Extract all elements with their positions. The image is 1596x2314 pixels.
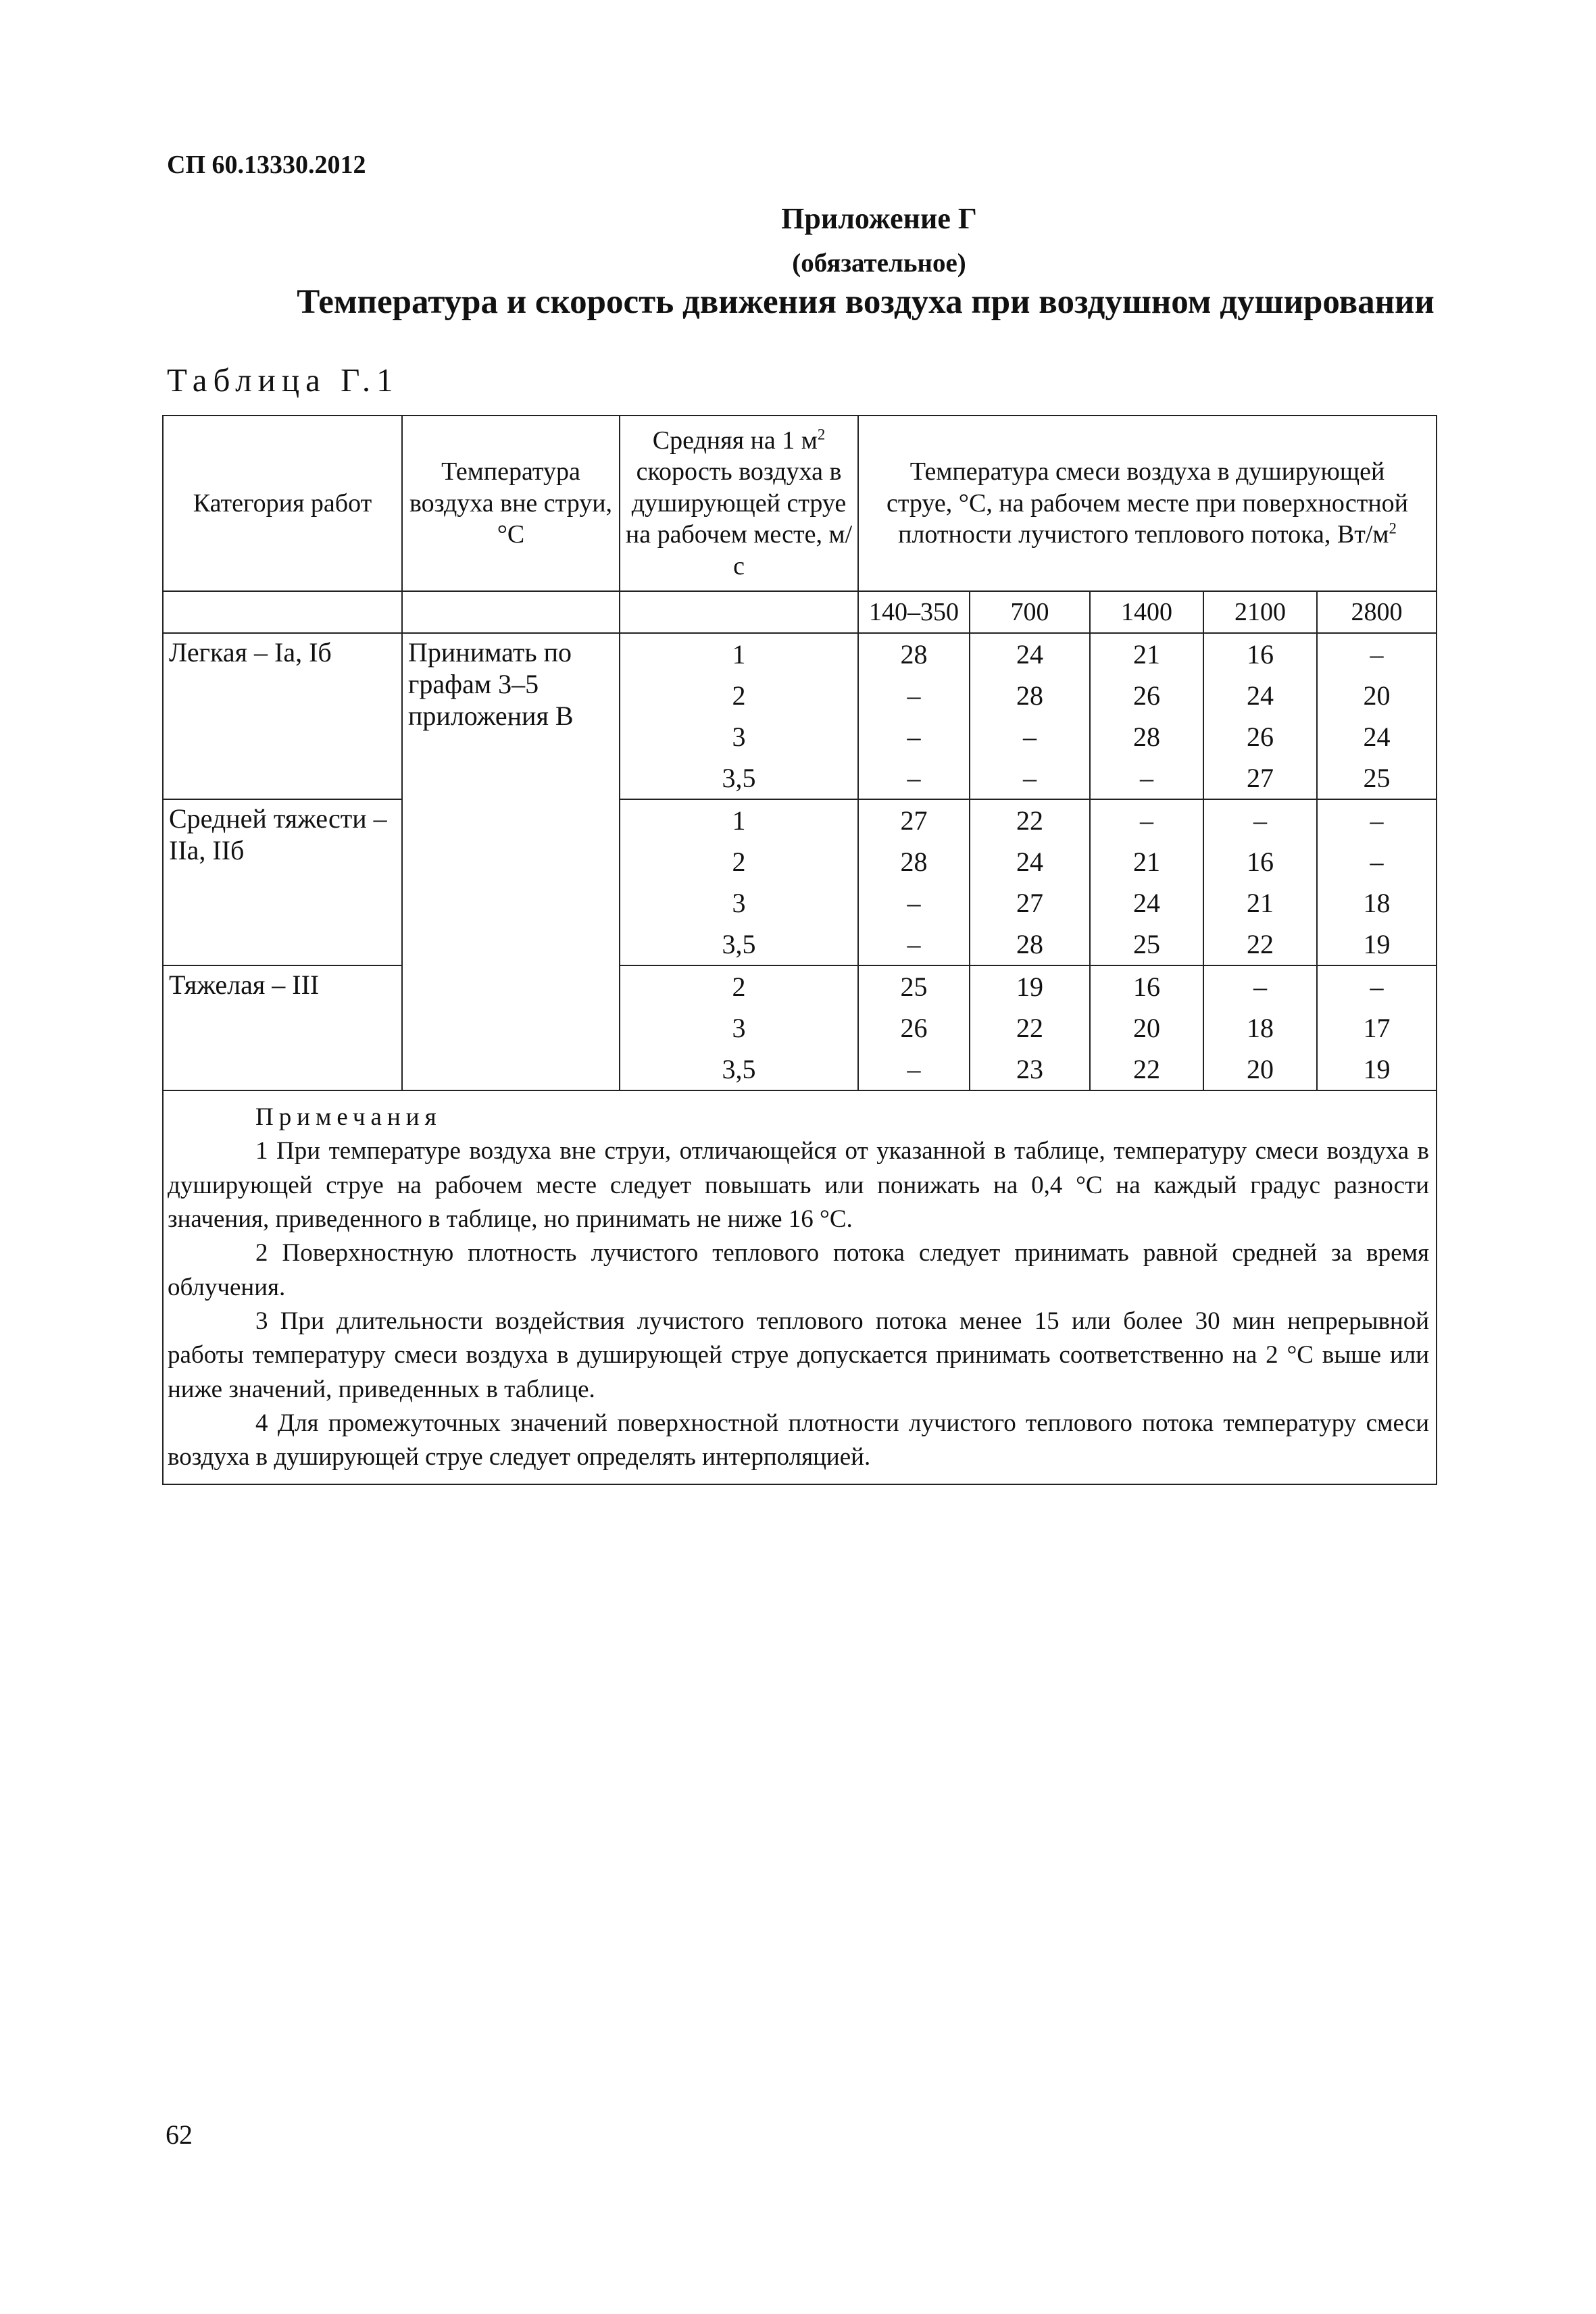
temp-value: 19 — [1363, 929, 1391, 959]
temp-value: 25 — [900, 972, 928, 1002]
note-item: 3 При длительности воздействия лучистого теплового потока менее 15 или более 30 мин непрерывной работы температуру смеси воздуха в душирующей струе допускается принимать соответственно на 2 °С выше или ниже значений, приведенных в таблице. — [168, 1307, 1430, 1403]
temp-value: 20 — [1247, 1054, 1274, 1084]
temp-cell — [1090, 799, 1203, 965]
notes-block — [163, 1090, 1437, 1484]
speed-value: 1 — [732, 805, 746, 836]
flux-col-header: 2800 — [1317, 591, 1437, 633]
air-temp-cell: Принимать по графам 3–5 приложения В — [402, 633, 620, 1090]
table-body — [163, 633, 1437, 1090]
temp-value: 18 — [1363, 888, 1391, 918]
temp-value: 28 — [1133, 722, 1160, 752]
temp-value: 20 — [1363, 680, 1391, 711]
category-cell: Средней тяжести – IIа, IIб — [163, 799, 402, 965]
speed-value: 2 — [732, 680, 746, 711]
subheader-empty — [402, 591, 620, 633]
temp-cell — [858, 633, 970, 799]
speed-value: 3,5 — [722, 929, 756, 959]
table-group-row — [163, 633, 1437, 799]
temp-cell — [1203, 965, 1317, 1090]
appendix-status: (обязательное) — [792, 249, 966, 278]
temp-cell — [1317, 633, 1437, 799]
speed-value: 3,5 — [722, 763, 756, 793]
header-mix-sup: 2 — [1389, 520, 1397, 537]
temp-value: 16 — [1247, 847, 1274, 877]
temp-value: – — [907, 722, 921, 752]
temp-value: – — [1023, 722, 1037, 752]
temp-value: 26 — [900, 1013, 928, 1043]
note-item: 4 Для промежуточных значений поверхностной плотности лучистого теплового потока температуру смеси воздуха в душирующей струе следует определять интерполяцией. — [168, 1409, 1430, 1472]
temp-cell — [1317, 799, 1437, 965]
category-cell: Легкая – Ia, Iб — [163, 633, 402, 799]
temp-cell — [1317, 965, 1437, 1090]
main-title: Температура и скорость движения воздуха при воздушном душировании — [297, 283, 1435, 321]
temp-value: 21 — [1133, 639, 1160, 670]
header-speed — [620, 416, 858, 591]
table-group-row — [163, 799, 1437, 965]
flux-col-header: 700 — [970, 591, 1090, 633]
temp-value: – — [1370, 847, 1384, 877]
header-speed-text-a: Средняя на 1 м — [652, 426, 818, 455]
speed-cell — [620, 965, 858, 1090]
header-row — [163, 416, 1437, 591]
notes-row — [163, 1090, 1437, 1484]
temp-value: – — [907, 929, 921, 959]
temp-value: 20 — [1133, 1013, 1160, 1043]
temp-value: 24 — [1363, 722, 1391, 752]
subheader-empty — [620, 591, 858, 633]
temp-value: – — [1253, 805, 1267, 836]
table-group-row — [163, 965, 1437, 1090]
temp-value: – — [907, 680, 921, 711]
temp-value: 28 — [1016, 680, 1043, 711]
subheader-empty — [163, 591, 402, 633]
header-speed-sup: 2 — [817, 426, 826, 443]
temp-value: 28 — [900, 847, 928, 877]
temp-value: 18 — [1247, 1013, 1274, 1043]
header-speed-text-b: скорость воздуха в душирующей струе на рабочем месте, м/с — [625, 457, 853, 580]
temp-value: – — [1140, 763, 1153, 793]
temp-cell — [1090, 633, 1203, 799]
page-number: 62 — [166, 2119, 193, 2150]
notes-heading: Примечания — [255, 1103, 442, 1131]
temp-value: 22 — [1016, 805, 1043, 836]
speed-cell — [620, 799, 858, 965]
speed-value: 2 — [732, 972, 746, 1002]
temp-value: 24 — [1016, 639, 1043, 670]
temp-value: – — [1253, 972, 1267, 1002]
temp-value: 28 — [1016, 929, 1043, 959]
speed-value: 3 — [732, 888, 746, 918]
note-item: 1 При температуре воздуха вне струи, отличающейся от указанной в таблице, температуру смеси воздуха в душирующей струе на рабочем месте следует повышать или понижать на 0,4 °С на каждый градус разности значения, приведенного в таблице, но принимать не ниже 16 °С. — [168, 1137, 1430, 1233]
temp-value: – — [1370, 805, 1384, 836]
temp-value: 17 — [1363, 1013, 1391, 1043]
temp-value: – — [1370, 639, 1384, 670]
category-cell: Тяжелая – III — [163, 965, 402, 1090]
temp-value: 22 — [1247, 929, 1274, 959]
speed-value: 1 — [732, 639, 746, 670]
temp-cell — [1203, 633, 1317, 799]
temp-value: 27 — [1247, 763, 1274, 793]
note-item: 2 Поверхностную плотность лучистого теплового потока следует принимать равной средней за время облучения. — [168, 1239, 1430, 1301]
temp-value: 28 — [900, 639, 928, 670]
subheader-row — [163, 591, 1437, 633]
temp-value: 25 — [1133, 929, 1160, 959]
temp-cell — [1090, 965, 1203, 1090]
temp-cell — [858, 799, 970, 965]
temp-value: 16 — [1247, 639, 1274, 670]
temp-value: – — [1370, 972, 1384, 1002]
temp-value: 21 — [1133, 847, 1160, 877]
speed-value: 2 — [732, 847, 746, 877]
table-label: Таблица Г.1 — [167, 361, 399, 399]
temp-cell — [970, 799, 1090, 965]
temp-value: – — [1140, 805, 1153, 836]
temp-value: – — [907, 763, 921, 793]
temp-value: – — [1023, 763, 1037, 793]
temp-value: 21 — [1247, 888, 1274, 918]
temp-value: 24 — [1016, 847, 1043, 877]
temp-cell — [970, 965, 1090, 1090]
temp-cell — [1203, 799, 1317, 965]
temp-value: 19 — [1363, 1054, 1391, 1084]
speed-value: 3 — [732, 722, 746, 752]
flux-col-header: 140–350 — [858, 591, 970, 633]
appendix-title: Приложение Г — [781, 202, 977, 235]
temp-value: 24 — [1247, 680, 1274, 711]
temp-value: 23 — [1016, 1054, 1043, 1084]
temp-value: 22 — [1133, 1054, 1160, 1084]
flux-col-header: 2100 — [1203, 591, 1317, 633]
temp-value: – — [907, 888, 921, 918]
temp-value: 26 — [1247, 722, 1274, 752]
temp-value: 26 — [1133, 680, 1160, 711]
temp-value: 24 — [1133, 888, 1160, 918]
data-table — [162, 415, 1437, 1485]
temp-value: – — [907, 1054, 921, 1084]
temp-value: 27 — [1016, 888, 1043, 918]
temp-value: 27 — [900, 805, 928, 836]
header-mix-temp — [858, 416, 1437, 591]
speed-cell — [620, 633, 858, 799]
temp-value: 19 — [1016, 972, 1043, 1002]
temp-cell — [970, 633, 1090, 799]
flux-col-header: 1400 — [1090, 591, 1203, 633]
temp-value: 16 — [1133, 972, 1160, 1002]
temp-value: 22 — [1016, 1013, 1043, 1043]
header-mix-text: Температура смеси воздуха в душирующей струе, °С, на рабочем месте при поверхностной плотности лучистого теплового потока, Вт/м — [887, 457, 1409, 549]
header-category: Категория работ — [163, 416, 402, 591]
document-code: СП 60.13330.2012 — [167, 151, 366, 179]
speed-value: 3,5 — [722, 1054, 756, 1084]
temp-value: 25 — [1363, 763, 1391, 793]
speed-value: 3 — [732, 1013, 746, 1043]
header-air-temp: Температура воздуха вне струи, °С — [402, 416, 620, 591]
temp-cell — [858, 965, 970, 1090]
